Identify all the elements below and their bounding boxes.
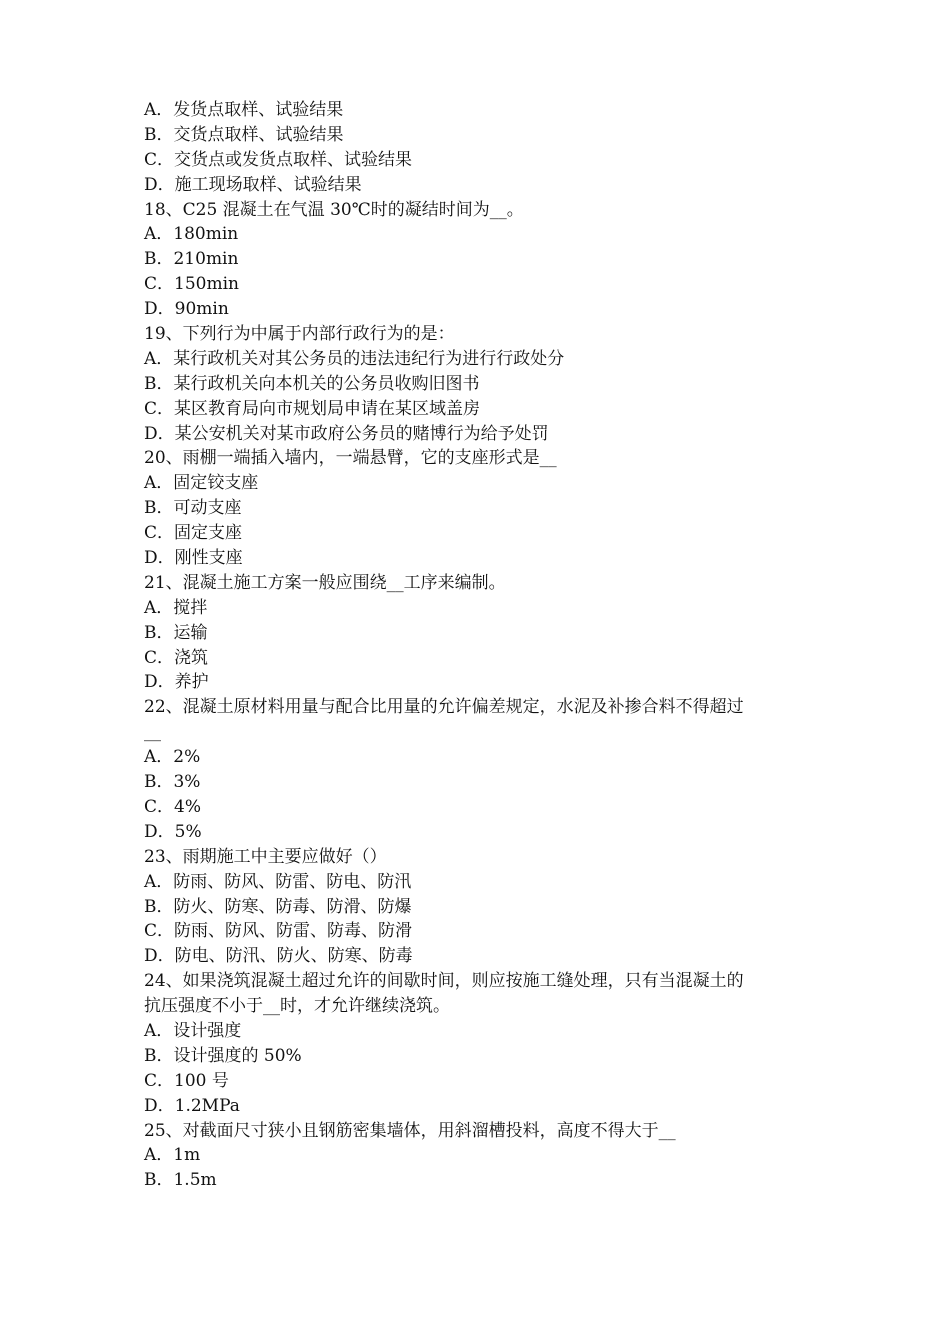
option-line: C．4% bbox=[144, 796, 201, 817]
option-line: B．交货点取样、试验结果 bbox=[144, 124, 344, 145]
question-20: 20、雨棚一端插入墙内，一端悬臂，它的支座形式是__ bbox=[144, 448, 557, 469]
option-line: B．1.5m bbox=[144, 1170, 217, 1191]
question-24-continued: 抗压强度不小于__时，才允许继续浇筑。 bbox=[144, 996, 450, 1017]
question-21: 21、混凝土施工方案一般应围绕__工序来编制。 bbox=[144, 572, 506, 593]
question-22-blank: __ bbox=[144, 722, 161, 743]
option-line: A．180min bbox=[144, 224, 239, 245]
question-22: 22、混凝土原材料用量与配合比用量的允许偏差规定，水泥及补掺合料不得超过 bbox=[144, 697, 744, 718]
option-line: A．搅拌 bbox=[144, 597, 208, 618]
option-line: A．设计强度 bbox=[144, 1020, 242, 1041]
option-line: B．运输 bbox=[144, 622, 208, 643]
option-line: A．固定铰支座 bbox=[144, 473, 259, 494]
question-18: 18、C25 混凝土在气温 30℃时的凝结时间为__。 bbox=[144, 199, 524, 220]
option-line: D．养护 bbox=[144, 672, 209, 693]
option-line: C．150min bbox=[144, 274, 239, 295]
option-line: C．交货点或发货点取样、试验结果 bbox=[144, 149, 413, 170]
option-line: D．1.2MPa bbox=[144, 1095, 240, 1116]
document-page bbox=[144, 98, 816, 1193]
question-23: 23、雨期施工中主要应做好（） bbox=[144, 846, 387, 867]
option-line: A．防雨、防风、防雷、防电、防汛 bbox=[144, 871, 412, 892]
option-line: A．2% bbox=[144, 747, 201, 768]
option-line: A．某行政机关对其公务员的违法违纪行为进行行政处分 bbox=[144, 348, 565, 369]
option-line: D．防电、防汛、防火、防寒、防毒 bbox=[144, 946, 413, 967]
option-line: B．210min bbox=[144, 249, 239, 270]
question-24: 24、如果浇筑混凝土超过允许的间歇时间，则应按施工缝处理，只有当混凝土的 bbox=[144, 971, 744, 992]
option-line: A．1m bbox=[144, 1145, 201, 1166]
question-19: 19、下列行为中属于内部行政行为的是： bbox=[144, 324, 455, 345]
option-line: C．某区教育局向市规划局申请在某区域盖房 bbox=[144, 398, 481, 419]
option-line: D．某公安机关对某市政府公务员的赌博行为给予处罚 bbox=[144, 423, 549, 444]
option-line: B．防火、防寒、防毒、防滑、防爆 bbox=[144, 896, 412, 917]
option-line: D．90min bbox=[144, 299, 229, 320]
question-25: 25、对截面尺寸狭小且钢筋密集墙体，用斜溜槽投料，高度不得大于__ bbox=[144, 1120, 676, 1141]
option-line: D．刚性支座 bbox=[144, 548, 243, 569]
option-line: B．3% bbox=[144, 772, 201, 793]
option-line: B．某行政机关向本机关的公务员收购旧图书 bbox=[144, 373, 480, 394]
option-line: D．施工现场取样、试验结果 bbox=[144, 174, 362, 195]
option-line: A．发货点取样、试验结果 bbox=[144, 100, 344, 120]
option-line: C．100 号 bbox=[144, 1070, 229, 1091]
option-line: C．浇筑 bbox=[144, 647, 209, 668]
option-line: C．固定支座 bbox=[144, 523, 243, 544]
option-line: B．可动支座 bbox=[144, 498, 242, 519]
option-line: C．防雨、防风、防雷、防毒、防滑 bbox=[144, 921, 413, 942]
option-line: B．设计强度的 50% bbox=[144, 1045, 302, 1066]
option-line: D．5% bbox=[144, 821, 202, 842]
